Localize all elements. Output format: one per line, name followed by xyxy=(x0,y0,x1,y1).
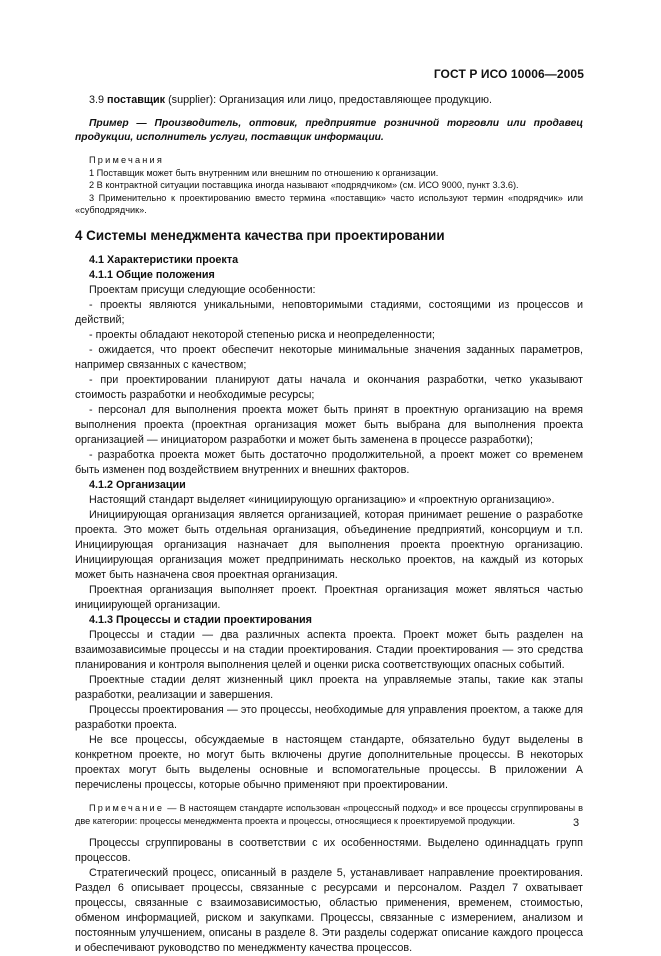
note-title: Примечание xyxy=(89,802,165,813)
paragraph: Процессы проектирования — это процессы, необходимые для управления проектом, а также для разработки проекта. xyxy=(75,703,583,731)
note-text: — В настоящем стандарте использован «процессный подход» и все процессы сгруппированы в две категории: процессы менеджмента проекта и процессы, относящиеся к проектируемой продукции. xyxy=(75,802,583,826)
subsection-4-1-3-heading: 4.1.3 Процессы и стадии проектирования xyxy=(89,613,312,626)
list-item: - при проектировании планируют даты начала и окончания разработки, четко указывают стоимость разработки и необходимые ресурсы; xyxy=(75,373,583,401)
subsection-4-1-1-heading: 4.1.1 Общие положения xyxy=(89,268,215,281)
note-item: 3 Применительно к проектированию вместо термина «поставщик» часто используют термин «подрядчик» или «субподрядчик». xyxy=(75,192,583,216)
list-item: - проекты являются уникальными, неповторимыми стадиями, состоящими из процессов и действий; xyxy=(75,298,583,326)
subsection-4-1-2-heading: 4.1.2 Организации xyxy=(89,478,186,491)
definition-text: (supplier): Организация или лицо, предоставляющее продукцию. xyxy=(165,94,492,106)
definition-example: Пример — Производитель, оптовик, предприятие розничной торговли или продавец продукции, исполнитель услуги, поставщик информации. xyxy=(75,118,583,143)
paragraph: Инициирующая организация является организацией, которая принимает решение о разработке проекта. Это может быть отдельная организация, объединение предприятий, консорциум и т.п. Инициирующая организация назначает для выполнения проекта проектную организацию. Инициирующая организация может предпринимать несколько проектов, на каждый из которых может быть назначена своя проектная организация. xyxy=(75,508,583,581)
process-approach-note xyxy=(75,802,583,827)
note-item: 2 В контрактной ситуации поставщика иногда называют «подрядчиком» (см. ИСО 9000, пункт 3.3.6). xyxy=(89,180,519,191)
paragraph: Не все процессы, обсуждаемые в настоящем стандарте, обязательно будут выделены в конкретном проекте, но могут быть включены другие дополнительные процессы. В некоторых проектах могут быть выделены основные и вспомогательные процессы. В приложении А перечислены процессы, которые обычно применяют при проектировании. xyxy=(75,733,583,791)
definition-term: поставщик xyxy=(107,94,166,106)
paragraph: Процессы и стадии — два различных аспекта проекта. Проект может быть разделен на взаимозависимые процессы и на стадии проектирования. Стадии проектирования — это средства планирования и контроля выполнения целей и оценки риска соответствующих опасных событий. xyxy=(75,628,583,671)
list-item: - персонал для выполнения проекта может быть принят в проектную организацию на время выполнения проекта (проектная организация может быть выбрана для выполнения проекта организацией — инициатором разработки и может быть заменена в процессе разработки); xyxy=(75,403,583,446)
page-content xyxy=(75,93,583,956)
paragraph: Проектные стадии делят жизненный цикл проекта на управляемые этапы, такие как этапы разработки, реализации и завершения. xyxy=(75,673,583,701)
notes-title: Примечания xyxy=(89,155,165,165)
note-item: 1 Поставщик может быть внутренним или внешним по отношению к организации. xyxy=(89,167,439,178)
notes-block xyxy=(75,154,583,217)
paragraph: Процессы сгруппированы в соответствии с их особенностями. Выделено одиннадцать групп процессов. xyxy=(75,837,583,865)
standard-header: ГОСТ Р ИСО 10006—2005 xyxy=(433,67,584,81)
paragraph: Настоящий стандарт выделяет «инициирующую организацию» и «проектную организацию». xyxy=(89,493,555,506)
list-item: - разработка проекта может быть достаточно продолжительной, а проект может со временем быть изменен под воздействием внутренних и внешних факторов. xyxy=(75,448,583,476)
list-item: - ожидается, что проект обеспечит некоторые минимальные значения заданных параметров, например связанных с качеством; xyxy=(75,343,583,371)
paragraph: Проектам присущи следующие особенности: xyxy=(89,283,316,296)
page-number: 3 xyxy=(573,817,580,829)
list-item: - проекты обладают некоторой степенью риска и неопределенности; xyxy=(89,328,435,341)
paragraph: Стратегический процесс, описанный в разделе 5, устанавливает направление проектирования. Раздел 6 описывает процессы, связанные с ресурсами и персоналом. Раздел 7 охватывает процессы, связанные с взаимозависимостью, областью применения, временем, стоимостью, обменом информацией, риском и закупками. Процессы, связанные с измерением, анализом и постоянным улучшением, описаны в разделе 8. Эти разделы содержат описание каждого процесса и обеспечивают руководство по менеджменту качества процессов. xyxy=(75,867,583,955)
section-4-heading: 4 Системы менеджмента качества при проектировании xyxy=(75,227,445,243)
subsection-4-1-heading: 4.1 Характеристики проекта xyxy=(89,253,239,266)
definition-3-9 xyxy=(75,93,583,108)
paragraph: Проектная организация выполняет проект. Проектная организация может являться частью инициирующей организации. xyxy=(75,583,583,611)
definition-number: 3.9 xyxy=(89,94,105,106)
